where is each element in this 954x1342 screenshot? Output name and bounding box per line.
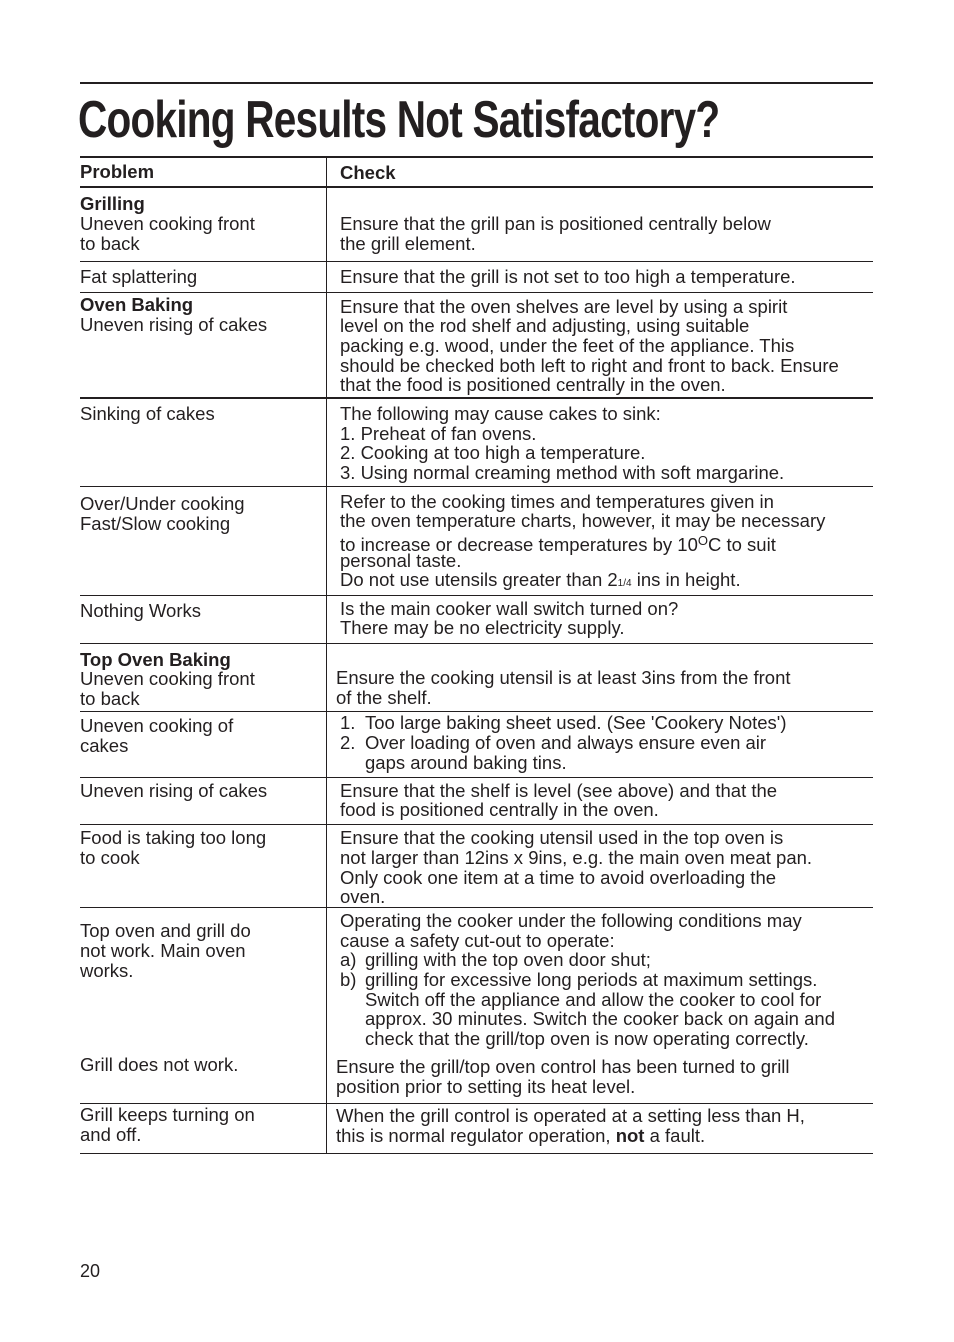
check-text: 1. Preheat of fan ovens. [340,423,537,444]
check-text: personal taste. [340,550,462,571]
problem-text: Grill keeps turning on [80,1104,255,1125]
check-text: There may be no electricity supply. [340,617,625,638]
problem-text: Grill does not work. [80,1054,239,1075]
fraction: 1/4 [617,578,632,589]
problem-text: Fat splattering [80,266,198,287]
check-text: Ensure that the grill is not set to too high a temperature. [340,266,796,287]
check-text: position prior to setting its heat level. [336,1076,636,1097]
row-rule [80,261,873,262]
check-text: Ensure that the grill pan is positioned centrally below [340,213,771,234]
problem-text: works. [80,960,134,981]
check-text: of the shelf. [336,687,432,708]
check-text-part: a fault. [644,1125,706,1146]
page-number: 20 [80,1261,101,1281]
check-text [336,1126,705,1146]
check-text: Is the main cooker wall switch turned on? [340,598,679,619]
degree-symbol: O [697,533,708,548]
problem-text: Nothing Works [80,600,201,621]
header-rule [80,186,873,188]
check-text-part: Do not use utensils greater than 2 [340,569,618,590]
check-text: check that the grill/top oven is now operating correctly. [365,1028,809,1049]
check-text: Ensure that the cooking utensil used in the top oven is [340,827,784,848]
check-text: approx. 30 minutes. Switch the cooker back on again and [365,1008,835,1029]
check-text [340,570,741,594]
check-text: Switch off the appliance and allow the cooker to cool for [365,989,822,1010]
check-text-part: to increase or decrease temperatures by 10 [340,534,698,555]
check-text: oven. [340,886,386,907]
problem-text: cakes [80,735,129,756]
list-letter: a) [340,949,357,970]
check-text: cause a safety cut-out to operate: [340,930,615,951]
check-text: Refer to the cooking times and temperatures given in [340,491,774,512]
list-letter: b) [340,969,357,990]
row-rule [80,824,873,825]
problem-text: Sinking of cakes [80,403,215,424]
check-text: should be checked both left to right and front to back. Ensure [340,355,839,376]
check-text: the oven temperature charts, however, it may be necessary [340,510,826,531]
check-text: that the food is positioned centrally in the oven. [340,374,726,395]
check-text: not larger than 12ins x 9ins, e.g. the main oven meat pan. [340,847,813,868]
row-rule [80,486,873,487]
check-text: the grill element. [340,233,476,254]
check-text: Operating the cooker under the following conditions may [340,910,802,931]
problem-text: Uneven rising of cakes [80,780,268,801]
problem-text: Over/Under cooking [80,493,245,514]
problem-text: Uneven cooking front [80,668,255,689]
check-text-part: ins in height. [631,569,741,590]
list-number: 1. [340,712,356,733]
problem-text: to back [80,233,140,254]
emphasis-not: not [615,1125,645,1146]
row-rule [80,643,873,644]
row-rule [80,907,873,908]
problem-text: Food is taking too long [80,827,267,848]
check-text: packing e.g. wood, under the feet of the appliance. This [340,335,795,356]
problem-text: Fast/Slow cooking [80,513,231,534]
check-text: Only cook one item at a time to avoid overloading the [340,867,777,888]
check-text: grilling for excessive long periods at maximum settings. [365,969,818,990]
problem-text: to back [80,688,140,709]
check-text-part: C to suit [707,534,776,555]
problem-text: Top oven and grill do [80,920,251,941]
row-rule [80,397,873,399]
list-number: 2. [340,732,356,753]
check-text-part: this is normal regulator operation, [336,1125,616,1146]
section-oven-baking: Oven Baking [80,294,194,315]
problem-text: to cook [80,847,140,868]
section-top-oven-baking: Top Oven Baking [80,649,231,670]
top-rule [80,82,873,84]
header-check: Check [340,162,396,183]
check-text: food is positioned centrally in the oven. [340,799,659,820]
check-text: grilling with the top oven door shut; [365,949,651,970]
table-top-rule [80,156,873,158]
check-text: 2. Cooking at too high a temperature. [340,442,646,463]
section-grilling: Grilling [80,193,145,214]
check-text: Too large baking sheet used. (See 'Cookery Notes') [365,712,787,733]
check-text: Ensure that the oven shelves are level by using a spirit [340,296,788,317]
check-text: The following may cause cakes to sink: [340,403,661,424]
check-text: gaps around baking tins. [365,752,567,773]
problem-text: not work. Main oven [80,940,246,961]
check-text: level on the rod shelf and adjusting, using suitable [340,315,750,336]
problem-text: and off. [80,1124,142,1145]
table-bottom-rule [80,1153,873,1154]
check-text: Ensure that the shelf is level (see above) and that the [340,780,778,801]
header-problem: Problem [80,161,155,182]
check-text: Ensure the grill/top oven control has been turned to grill [336,1056,790,1077]
row-rule [80,292,873,293]
check-text: Over loading of oven and always ensure even air [365,732,767,753]
page-title: Cooking Results Not Satisfactory? [78,91,720,149]
check-text: Ensure the cooking utensil is at least 3ins from the front [336,667,791,688]
column-divider [326,157,327,1154]
row-rule [80,595,873,596]
problem-text: Uneven cooking of [80,715,234,736]
check-text: When the grill control is operated at a setting less than H, [336,1105,805,1126]
problem-text: Uneven rising of cakes [80,314,268,335]
check-text: 3. Using normal creaming method with soft margarine. [340,462,785,483]
row-rule [80,777,873,778]
problem-text: Uneven cooking front [80,213,255,234]
